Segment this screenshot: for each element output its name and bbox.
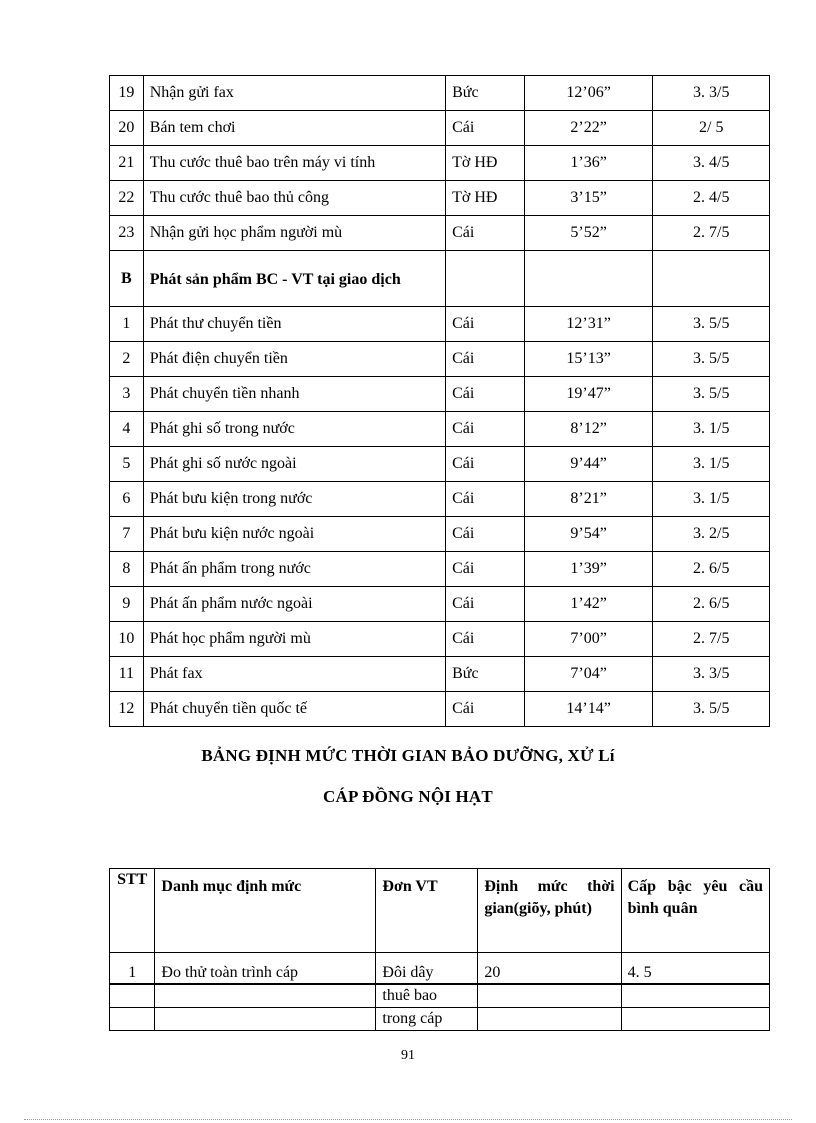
row-unit: Cái bbox=[446, 216, 525, 251]
row-unit: Cái bbox=[446, 692, 525, 727]
row-name: Đo thử toàn trình cáp bbox=[155, 953, 376, 985]
row-time: 9’44” bbox=[524, 447, 653, 482]
table-row bbox=[110, 657, 770, 692]
cable-maintenance-table bbox=[109, 868, 770, 1031]
row-name: Phát bưu kiện nước ngoài bbox=[143, 517, 445, 552]
row-unit: Cái bbox=[446, 412, 525, 447]
table-row bbox=[110, 181, 770, 216]
header-stt: STT bbox=[110, 869, 155, 953]
row-grade: 3. 3/5 bbox=[653, 657, 770, 692]
heading-line-2: CÁP ĐỒNG NỘI HẠT bbox=[323, 787, 493, 806]
section-b-title: Phát sản phẩm BC - VT tại giao dịch bbox=[143, 251, 445, 307]
page-number: 91 bbox=[401, 1048, 415, 1063]
row-time: 8’12” bbox=[524, 412, 653, 447]
row-name: Phát thư chuyển tiền bbox=[143, 307, 445, 342]
header-unit: Đơn VT bbox=[376, 869, 478, 953]
row-grade: 2. 7/5 bbox=[653, 622, 770, 657]
header-name: Danh mục định mức bbox=[155, 869, 376, 953]
section-b-time-cell bbox=[524, 251, 653, 307]
row-name: Phát ấn phẩm nước ngoài bbox=[143, 587, 445, 622]
row-name: Phát học phẩm người mù bbox=[143, 622, 445, 657]
row-stt: 1 bbox=[110, 953, 155, 985]
row-stt bbox=[110, 984, 155, 1008]
table-row bbox=[110, 552, 770, 587]
row-time: 9’54” bbox=[524, 517, 653, 552]
row-stt: 11 bbox=[110, 657, 144, 692]
row-grade: 3. 5/5 bbox=[653, 377, 770, 412]
table-row bbox=[110, 447, 770, 482]
row-stt: 2 bbox=[110, 342, 144, 377]
row-grade: 3. 2/5 bbox=[653, 517, 770, 552]
table-row bbox=[110, 412, 770, 447]
row-name: Phát fax bbox=[143, 657, 445, 692]
header-grade: Cấp bậc yêu cầu bình quân bbox=[621, 869, 769, 953]
row-name: Thu cước thuê bao thủ công bbox=[143, 181, 445, 216]
table-row bbox=[110, 692, 770, 727]
row-unit: trong cáp bbox=[376, 1008, 478, 1031]
table-row bbox=[110, 377, 770, 412]
table-row bbox=[110, 984, 770, 1008]
row-time: 15’13” bbox=[524, 342, 653, 377]
row-time: 12’06” bbox=[524, 76, 653, 111]
row-unit: Đôi dây bbox=[376, 953, 478, 985]
table-row bbox=[110, 111, 770, 146]
row-name: Phát ghi số trong nước bbox=[143, 412, 445, 447]
row-stt: 21 bbox=[110, 146, 144, 181]
table1-section-b-header bbox=[110, 251, 770, 307]
row-grade: 2. 4/5 bbox=[653, 181, 770, 216]
table-row bbox=[110, 622, 770, 657]
row-stt: 8 bbox=[110, 552, 144, 587]
row-stt: 23 bbox=[110, 216, 144, 251]
row-stt bbox=[110, 1008, 155, 1031]
table1-group-b bbox=[110, 307, 770, 727]
row-stt: 22 bbox=[110, 181, 144, 216]
row-stt: 6 bbox=[110, 482, 144, 517]
row-stt: 7 bbox=[110, 517, 144, 552]
time-norm-table bbox=[109, 75, 770, 727]
table-row bbox=[110, 76, 770, 111]
row-unit: Bức bbox=[446, 657, 525, 692]
row-grade: 4. 5 bbox=[621, 953, 769, 985]
row-grade: 2. 7/5 bbox=[653, 216, 770, 251]
row-name: Phát ghi số nước ngoài bbox=[143, 447, 445, 482]
row-grade: 3. 4/5 bbox=[653, 146, 770, 181]
row-unit: Cái bbox=[446, 307, 525, 342]
row-stt: 3 bbox=[110, 377, 144, 412]
row-unit: thuê bao bbox=[376, 984, 478, 1008]
table-row bbox=[110, 307, 770, 342]
table2-body bbox=[110, 869, 770, 1031]
row-time: 19’47” bbox=[524, 377, 653, 412]
row-grade: 2. 6/5 bbox=[653, 552, 770, 587]
row-stt: 19 bbox=[110, 76, 144, 111]
row-time: 12’31” bbox=[524, 307, 653, 342]
row-unit: Cái bbox=[446, 622, 525, 657]
table-row bbox=[110, 146, 770, 181]
row-unit: Cái bbox=[446, 111, 525, 146]
row-name bbox=[155, 1008, 376, 1031]
row-stt: 9 bbox=[110, 587, 144, 622]
row-name: Nhận gửi học phẩm người mù bbox=[143, 216, 445, 251]
table-row bbox=[110, 482, 770, 517]
row-time: 20 bbox=[478, 953, 621, 985]
row-unit: Cái bbox=[446, 482, 525, 517]
section-b-grade-cell bbox=[653, 251, 770, 307]
row-grade: 3. 3/5 bbox=[653, 76, 770, 111]
row-time: 8’21” bbox=[524, 482, 653, 517]
row-name: Bán tem chơi bbox=[143, 111, 445, 146]
section-b-stt: B bbox=[110, 251, 144, 307]
row-grade bbox=[621, 1008, 769, 1031]
row-stt: 10 bbox=[110, 622, 144, 657]
row-grade: 3. 1/5 bbox=[653, 412, 770, 447]
row-name: Phát bưu kiện trong nước bbox=[143, 482, 445, 517]
table-row-section-b bbox=[110, 251, 770, 307]
row-unit: Cái bbox=[446, 552, 525, 587]
table2-header-row bbox=[110, 869, 770, 953]
table-row bbox=[110, 517, 770, 552]
row-unit: Cái bbox=[446, 377, 525, 412]
heading-line-1: BẢNG ĐỊNH MỨC THỜI GIAN BẢO DƯỠNG, XỬ Lí bbox=[201, 746, 615, 765]
row-unit: Cái bbox=[446, 517, 525, 552]
row-time bbox=[478, 984, 621, 1008]
table-row bbox=[110, 342, 770, 377]
row-grade: 2. 6/5 bbox=[653, 587, 770, 622]
table1-group-a bbox=[110, 76, 770, 251]
row-time: 5’52” bbox=[524, 216, 653, 251]
row-name: Phát điện chuyển tiền bbox=[143, 342, 445, 377]
footer-divider bbox=[24, 1119, 792, 1120]
row-grade bbox=[621, 984, 769, 1008]
row-grade: 3. 5/5 bbox=[653, 692, 770, 727]
row-time: 2’22” bbox=[524, 111, 653, 146]
row-time: 3’15” bbox=[524, 181, 653, 216]
row-unit: Tờ HĐ bbox=[446, 146, 525, 181]
row-grade: 3. 1/5 bbox=[653, 447, 770, 482]
row-name: Phát chuyển tiền quốc tế bbox=[143, 692, 445, 727]
row-grade: 3. 1/5 bbox=[653, 482, 770, 517]
row-time: 1’42” bbox=[524, 587, 653, 622]
row-grade: 2/ 5 bbox=[653, 111, 770, 146]
row-stt: 4 bbox=[110, 412, 144, 447]
table-row bbox=[110, 953, 770, 985]
row-name: Thu cước thuê bao trên máy vi tính bbox=[143, 146, 445, 181]
row-unit: Bức bbox=[446, 76, 525, 111]
row-unit: Cái bbox=[446, 342, 525, 377]
row-stt: 1 bbox=[110, 307, 144, 342]
row-stt: 20 bbox=[110, 111, 144, 146]
row-stt: 12 bbox=[110, 692, 144, 727]
row-time: 7’04” bbox=[524, 657, 653, 692]
row-unit: Tờ HĐ bbox=[446, 181, 525, 216]
row-stt: 5 bbox=[110, 447, 144, 482]
row-time bbox=[478, 1008, 621, 1031]
table-row bbox=[110, 587, 770, 622]
table-row bbox=[110, 216, 770, 251]
row-name: Nhận gửi fax bbox=[143, 76, 445, 111]
row-time: 7’00” bbox=[524, 622, 653, 657]
section-b-unit-cell bbox=[446, 251, 525, 307]
row-time: 1’39” bbox=[524, 552, 653, 587]
row-time: 14’14” bbox=[524, 692, 653, 727]
header-time: Định mức thời gian(giõy, phút) bbox=[478, 869, 621, 953]
row-unit: Cái bbox=[446, 587, 525, 622]
row-name: Phát chuyển tiền nhanh bbox=[143, 377, 445, 412]
row-unit: Cái bbox=[446, 447, 525, 482]
table-row bbox=[110, 1008, 770, 1031]
row-name: Phát ấn phẩm trong nước bbox=[143, 552, 445, 587]
row-time: 1’36” bbox=[524, 146, 653, 181]
row-name bbox=[155, 984, 376, 1008]
row-grade: 3. 5/5 bbox=[653, 307, 770, 342]
row-grade: 3. 5/5 bbox=[653, 342, 770, 377]
